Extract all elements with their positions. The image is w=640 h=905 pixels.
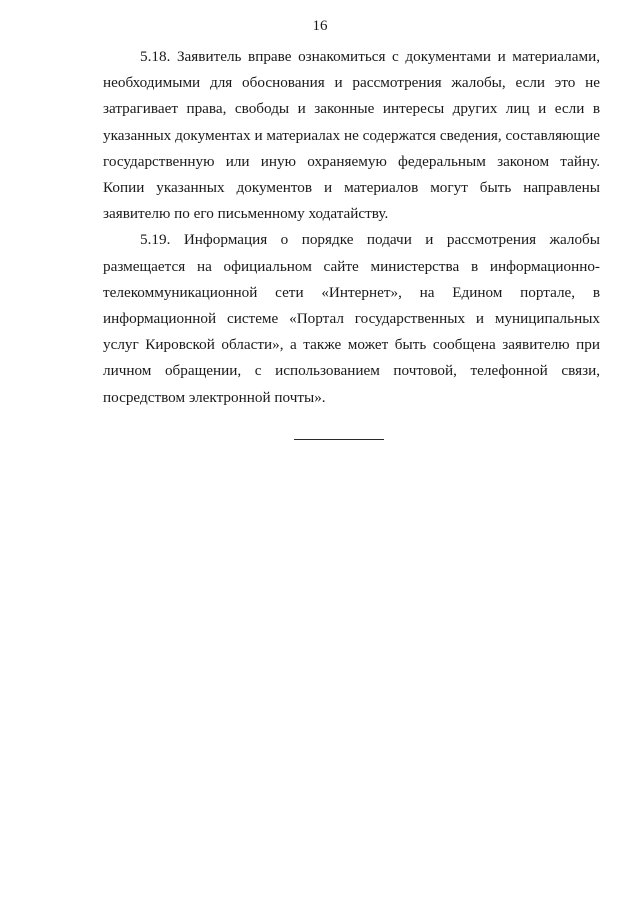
paragraph-5-19: 5.19. Информация о порядке подачи и рассмотрения жалобы размещается на официальном сайте министерства в информационно-телекоммуникационной сети «Интернет», на Едином портале, в информационной системе «Портал государственных и муниципальных услуг Кировской области», а также может быть сообщена заявителю при личном обращении, с использованием почтовой, телефонной связи, посредством электронной почты». (103, 231, 600, 406)
document-body (103, 44, 600, 411)
paragraph-5-18: 5.18. Заявитель вправе ознакомиться с документами и материалами, необходимыми для обоснования и рассмотрения жалобы, если это не затрагивает права, свободы и законные интересы других лиц и если в указанных документах и материалах не содержатся сведения, составляющие государственную или иную охраняемую федеральным законом тайну. Копии указанных документов и материалов могут быть направлены заявителю по его письменному ходатайству. (103, 48, 600, 223)
closing-divider (294, 439, 384, 440)
page-number: 16 (312, 18, 328, 34)
